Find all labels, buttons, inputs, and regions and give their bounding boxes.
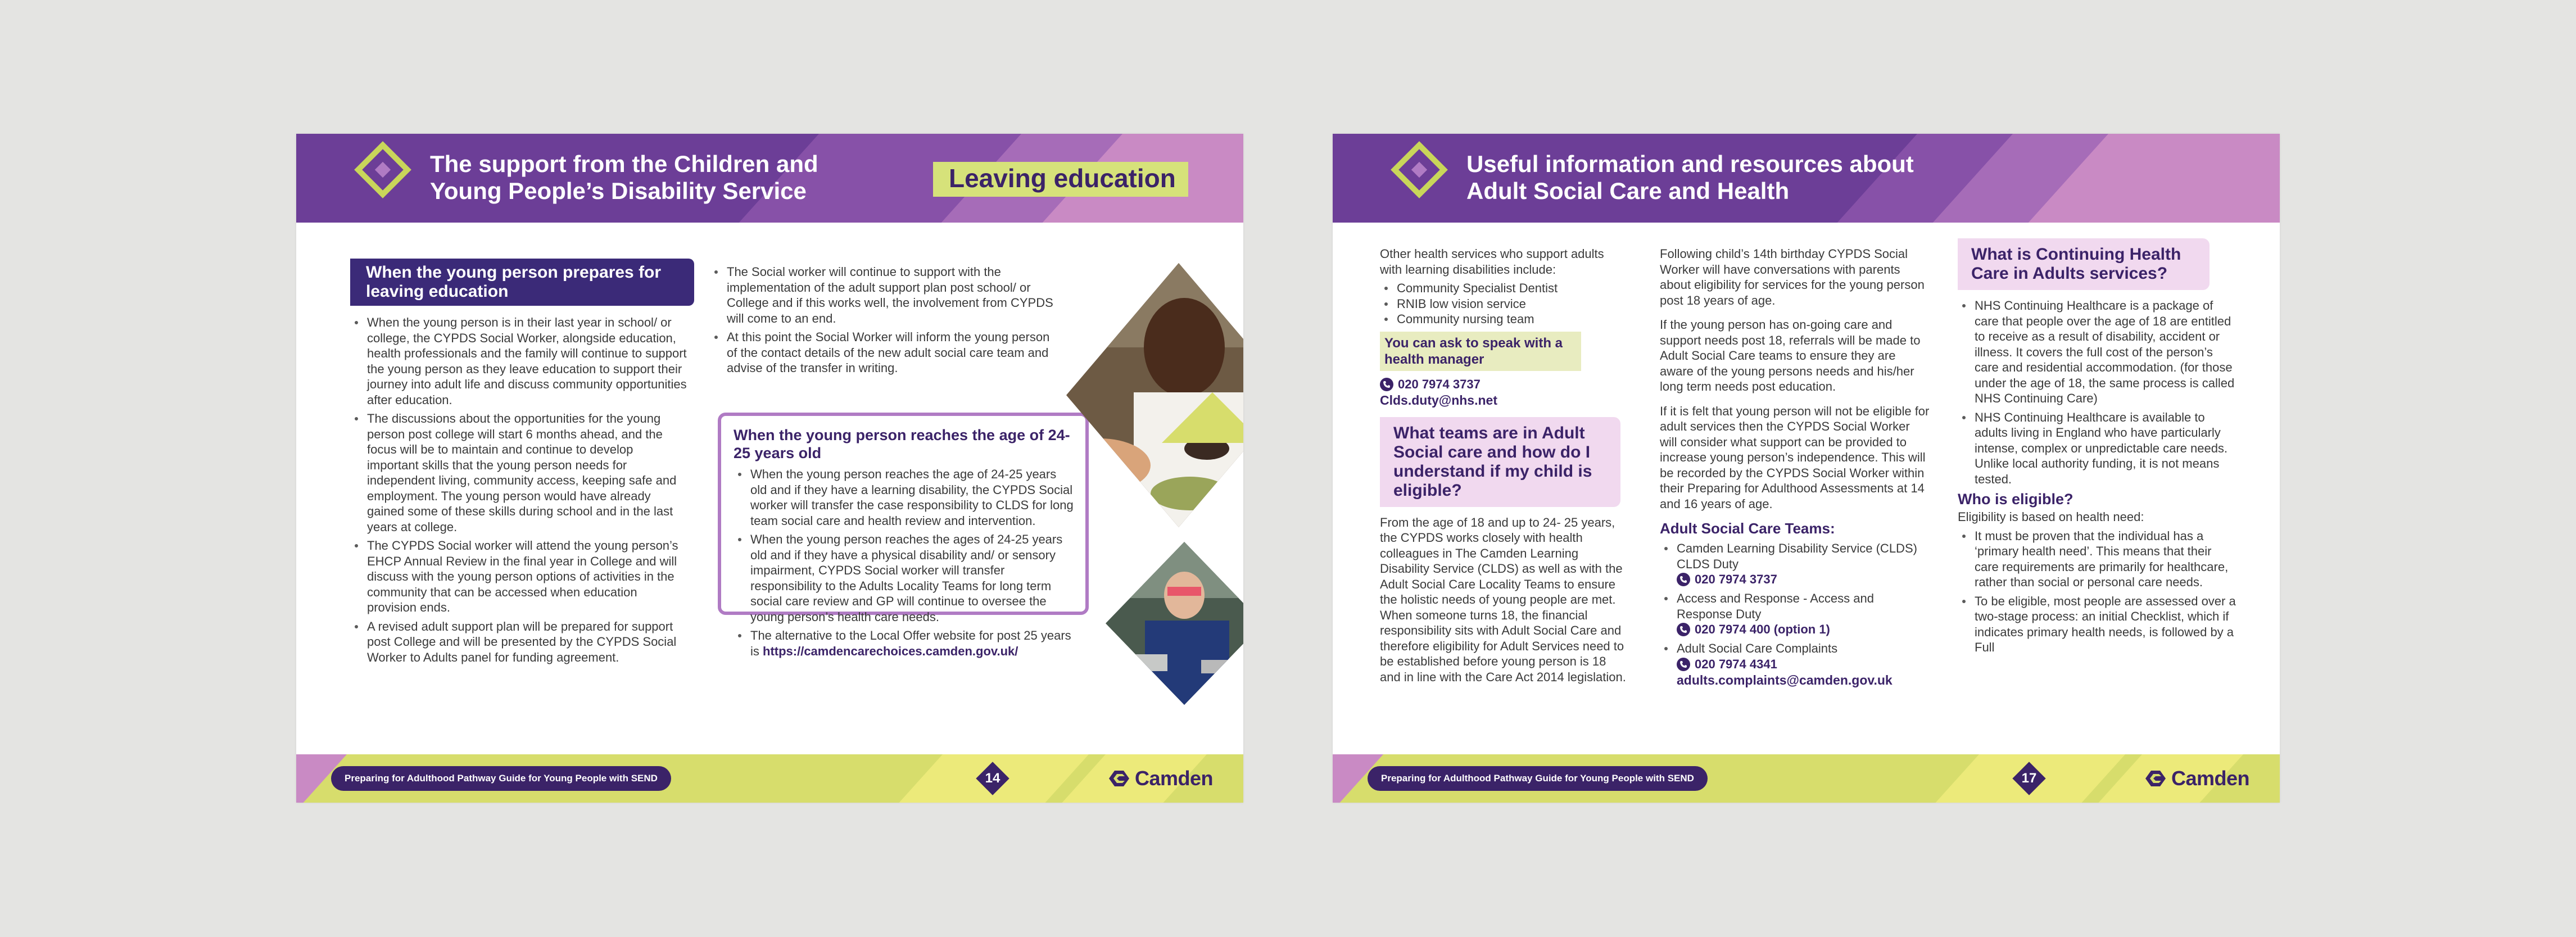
list-item — [1677, 591, 1930, 637]
section-badge: Leaving education — [933, 162, 1188, 197]
list-item: The CYPDS Social worker will attend the young person’s EHCP Annual Review in the final year in College and will discuss with the young person options of activities in the community that can be accessed when education provision ends. — [367, 538, 687, 615]
list-item: The Social worker will continue to support with the implementation of the adult support plan post school/ or College and if this works well, the involvement from CYPDS will come to an end. — [727, 264, 1058, 326]
middle-column — [710, 264, 1058, 379]
page-footer — [1333, 754, 2280, 803]
column-3 — [1958, 238, 2239, 659]
camden-logo: Camden — [1107, 766, 1213, 791]
list-item: When the young person reaches the age of 24-25 years old and if they have a learning disability, the CYPDS Social worker will transfer the case responsibility to CLDS for long team social care and health review and intervention. — [750, 467, 1075, 528]
list-item: At this point the Social Worker will inform the young person of the contact details of the new adult social care team and advise of the transfer in writing. — [727, 329, 1058, 376]
eligibility-intro: Eligibility is based on health need: — [1958, 510, 2144, 524]
chc-bullet-list — [1958, 298, 2239, 487]
health-manager-callout: You can ask to speak with a health manager — [1380, 332, 1581, 371]
camden-mark-icon — [2143, 766, 2168, 791]
page-header — [1333, 134, 2280, 223]
green-diamond-decoration — [1162, 392, 1243, 443]
left-column — [350, 259, 687, 668]
list-item — [750, 628, 1075, 659]
page-title: Useful information and resources about Adult Social Care and Health — [1466, 151, 1914, 204]
camden-logo: Camden — [2143, 766, 2249, 791]
paragraph: If it is felt that young person will not be eligible for adult services then the CYPDS Social Worker will consider what support can be provided to increase young person’s independence. This will be recorded by the CYPDS Social Worker within their Preparing for Adulthood Assessments at 14 and 16 years of age. — [1660, 404, 1930, 511]
who-is-eligible-heading: Who is eligible? — [1958, 491, 2074, 508]
health-manager-email[interactable]: Clds.duty@nhs.net — [1380, 392, 1497, 408]
phone-icon — [1380, 378, 1393, 391]
phone-icon — [1677, 623, 1690, 636]
link-prefix: The alternative to the Local Offer website for post 25 years is — [750, 628, 1071, 658]
camden-mark-icon — [1107, 766, 1131, 791]
footer-guide-label: Preparing for Adulthood Pathway Guide for Young People with SEND — [1368, 766, 1708, 791]
list-item: To be eligible, most people are assessed over a two-stage process: an initial Checklist, which if indicates primary health needs, is followed by a Full — [1975, 594, 2239, 655]
page-14 — [296, 134, 1243, 803]
complaints-email[interactable]: adults.complaints@camden.gov.uk — [1677, 672, 1893, 687]
phone-icon — [1677, 658, 1690, 671]
continuing-health-care-heading: What is Continuing Health Care in Adults services? — [1958, 238, 2210, 290]
page-number: 17 — [2013, 762, 2045, 795]
page-number: 14 — [976, 762, 1009, 795]
page-header — [296, 134, 1243, 223]
paragraph: If the young person has on-going care and support needs post 18, referrals will be made to Adult Social Care teams to ensure they are aware of the young persons needs and his/her long term needs post education. — [1660, 318, 1921, 393]
team-name: Access and Response - Access and Response Duty — [1677, 591, 1874, 621]
list-item — [1677, 541, 1930, 587]
list-item: NHS Continuing Healthcare is available to adults living in England who have particularly intense, complex or unpredictable care needs. Unlike local authority funding, it is not means tested. — [1975, 410, 2239, 487]
age-heading: When the young person reaches the age of 24-25 years old — [734, 427, 1070, 461]
health-services-list — [1380, 280, 1627, 327]
list-item: RNIB low vision service — [1397, 296, 1627, 312]
health-manager-phone[interactable]: 020 7974 3737 — [1380, 377, 1627, 392]
page-footer — [296, 754, 1243, 803]
list-item: Community Specialist Dentist — [1397, 280, 1627, 296]
list-item: It must be proven that the individual has a ‘primary health need’. This means that their care requirements are primarily for healthcare, rather than social or personal care needs. — [1975, 528, 2239, 590]
phone-icon — [1677, 573, 1690, 586]
workshop-photo — [1106, 542, 1243, 705]
column-2 — [1660, 246, 1930, 691]
team-phone[interactable]: 020 7974 400 (option 1) — [1677, 622, 1930, 637]
page-title: The support from the Children and Young People’s Disability Service — [430, 151, 818, 204]
footer-guide-label: Preparing for Adulthood Pathway Guide for Young People with SEND — [331, 766, 671, 791]
paragraph: Following child’s 14th birthday CYPDS Social Worker will have conversations with parents about eligibility for services for the young person post 18 years of age. — [1660, 247, 1925, 307]
column-1 — [1380, 246, 1627, 688]
section-heading-leaving: When the young person prepares for leaving education — [350, 259, 694, 306]
adult-teams-list — [1660, 541, 1930, 688]
age-24-25-box — [718, 413, 1089, 658]
list-item: The discussions about the opportunities for the young person post college will start 6 months ahead, and the focus will be to maintain and continue to develop important skills that the young person needs for independent living, community access, keeping safe and employment. The young person would have already gained some of these skills during school and in the last years at college. — [367, 411, 687, 535]
team-phone[interactable]: 020 7974 3737 — [1677, 572, 1930, 587]
teams-heading: What teams are in Adult Social care and how do I understand if my child is eligible? — [1380, 417, 1620, 507]
page-17 — [1333, 134, 2280, 803]
age-bullet-list — [734, 467, 1075, 659]
team-name: Camden Learning Disability Service (CLDS) CLDS Duty — [1677, 541, 1917, 571]
list-item: NHS Continuing Healthcare is a package of care that people over the age of 18 are entitled to receive as a result of disability, accident or illness. It covers the full cost of the person’s care and residential accommodation. (for those under the age of 18, the same process is called NHS Continuing Care) — [1975, 298, 2239, 406]
list-item: Community nursing team — [1397, 311, 1627, 327]
eligibility-bullet-list — [1958, 528, 2239, 655]
list-item: When the young person reaches the ages of 24-25 years old and if they have a physical disability and/ or sensory impairment, CYPDS Social worker will transfer responsibility to the Adults Locality Teams for long term social care review and GP will continue to oversee the young person’s health care needs. — [750, 532, 1075, 624]
left-bullet-list — [350, 315, 687, 665]
teams-paragraph: From the age of 18 and up to 24- 25 years, the CYPDS works closely with health colleagues in The Camden Learning Disability Service (CLDS) as well as with the Adult Social Care Locality Teams to ensure the holistic needs of young people are met. When someone turns 18, the financial responsibility sits with Adult Social Care and therefore eligibility for Adult Services need to be established before young person is 18 and in line with the Care Act 2014 legislation. — [1380, 515, 1626, 684]
camden-care-choices-link[interactable]: https://camdencarechoices.camden.gov.uk/ — [763, 644, 1018, 658]
team-phone[interactable]: 020 7974 4341 — [1677, 657, 1930, 672]
team-name: Adult Social Care Complaints — [1677, 641, 1838, 655]
diamond-logo-icon — [354, 141, 411, 198]
list-item — [1677, 641, 1930, 688]
list-item: A revised adult support plan will be prepared for support post College and will be presented by the CYPDS Social Worker to Adults panel for funding agreement. — [367, 619, 687, 666]
adult-social-care-teams-heading: Adult Social Care Teams: — [1660, 520, 1835, 537]
diamond-logo-icon — [1391, 141, 1448, 198]
list-item: When the young person is in their last year in school/ or college, the CYPDS Social Worker, alongside education, health professionals and the family will continue to support the young person as they leave education to support their journey into adult life and discuss community opportunities after education. — [367, 315, 687, 407]
other-health-services-intro: Other health services who support adults with learning disabilities include: — [1380, 247, 1604, 277]
middle-bullet-list — [710, 264, 1058, 376]
